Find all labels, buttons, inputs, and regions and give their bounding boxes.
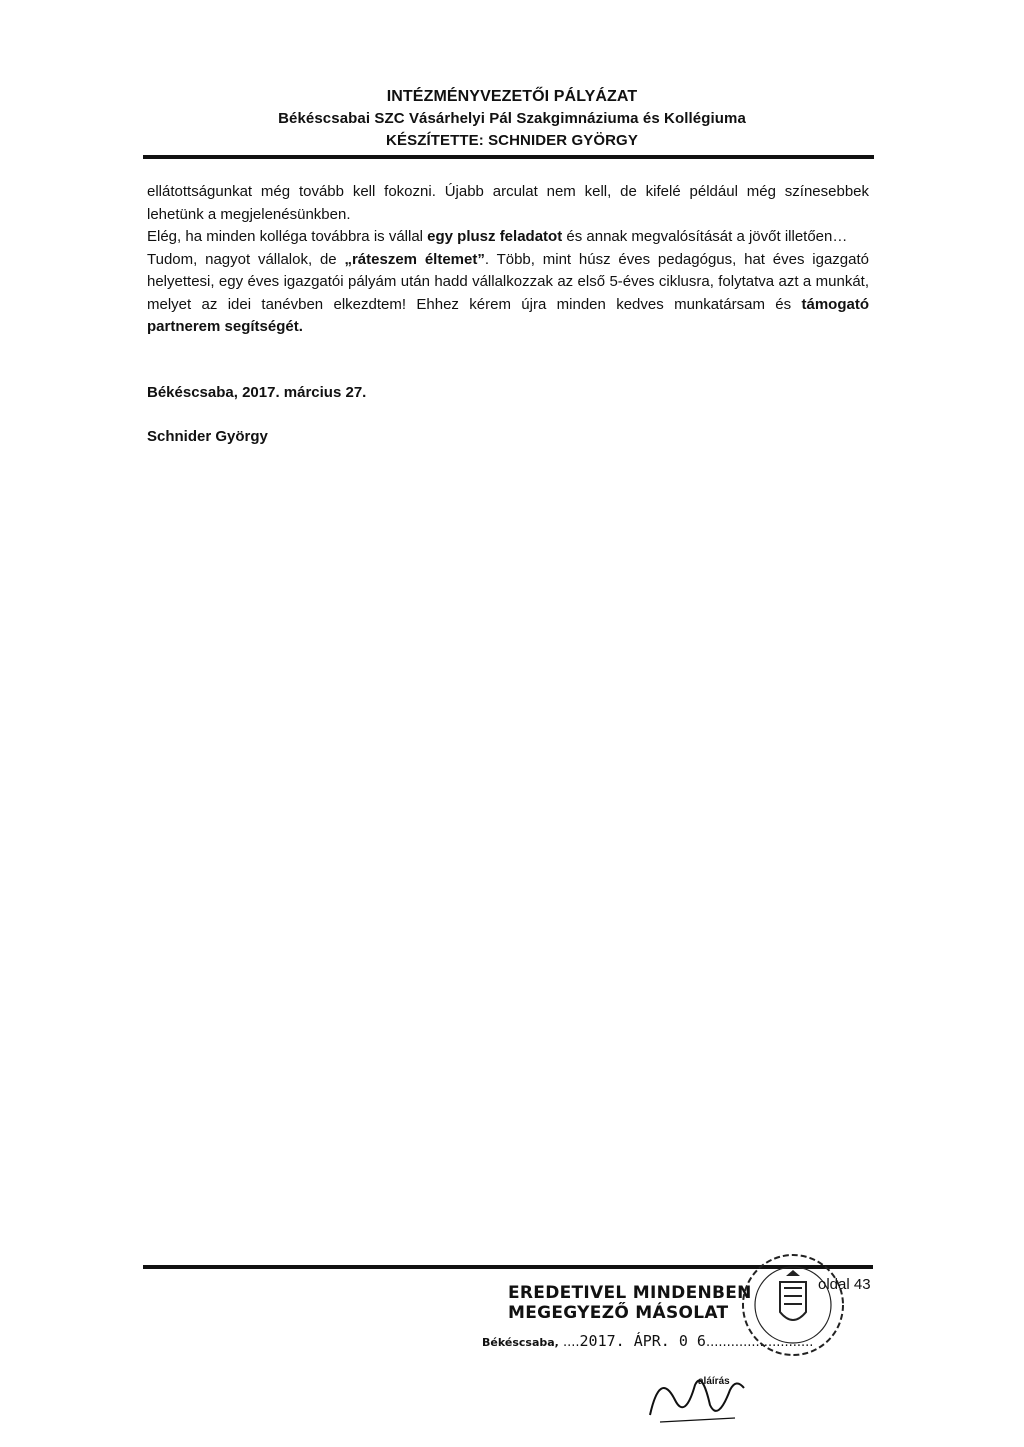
paragraph-2 [147, 226, 869, 249]
paragraph-3 [147, 249, 869, 339]
handwritten-signature-icon [640, 1360, 750, 1430]
paragraph-3-bold: „ráteszem éltemet” [344, 250, 485, 268]
signature-label: aláírás [698, 1376, 730, 1387]
stamp-line-1: EREDETIVEL MINDENBEN [508, 1283, 752, 1303]
paragraph-1: ellátottságunkat még tovább kell fokozni. Újabb arculat nem kell, de kifelé például még színesebbek lehetünk a megjelenésünkben. [147, 183, 869, 223]
paragraph-3-bold-end: támogató partnerem segítségét. [147, 295, 869, 335]
author-line: KÉSZÍTETTE: SCHNIDER GYÖRGY [386, 132, 638, 149]
closing-name: Schnider György [147, 428, 268, 445]
stamp-line-2: MEGEGYEZŐ MÁSOLAT [508, 1303, 729, 1323]
paragraph-2-start: Elég, ha minden kolléga továbbra is vállal [147, 228, 428, 245]
page-number: oldal 43 [818, 1276, 871, 1293]
document-title: INTÉZMÉNYVEZETŐI PÁLYÁZAT [386, 88, 638, 105]
school-name: Békéscsabai SZC Vásárhelyi Pál Szakgimnáziuma és Kollégiuma [278, 110, 746, 127]
paragraph-2-bold: egy plusz feladatot [427, 228, 563, 245]
official-seal-icon [738, 1250, 848, 1360]
stamp-date-line: Békéscsaba, ....2017. ÁPR. 0 6.......................... [482, 1332, 814, 1350]
header-rule [143, 155, 874, 159]
paragraph-3-mid: . Több, mint húsz éves pedagógus, hat éves igazgató helyettesi, egy éves igazgatói pályám után hadd vállalkozzak az első 5-éves ciklusra, folytatva azt a munkát, melyet az idei tanévben elkezdtem! Ehhez kérem újra minden kedves munkatársam és [147, 250, 869, 313]
stamp-city: Békéscsaba, [482, 1336, 559, 1349]
document-header [0, 86, 1024, 152]
closing-date: Békéscsaba, 2017. március 27. [147, 384, 367, 401]
paragraph-2-end: és annak megvalósítását a jövőt illetően… [562, 228, 848, 245]
paragraph-3-start: Tudom, nagyot vállalok, de [147, 250, 345, 268]
body-text [147, 181, 869, 339]
stamp-date: 2017. ÁPR. 0 6 [579, 1332, 706, 1350]
certified-copy-stamp [508, 1283, 752, 1323]
